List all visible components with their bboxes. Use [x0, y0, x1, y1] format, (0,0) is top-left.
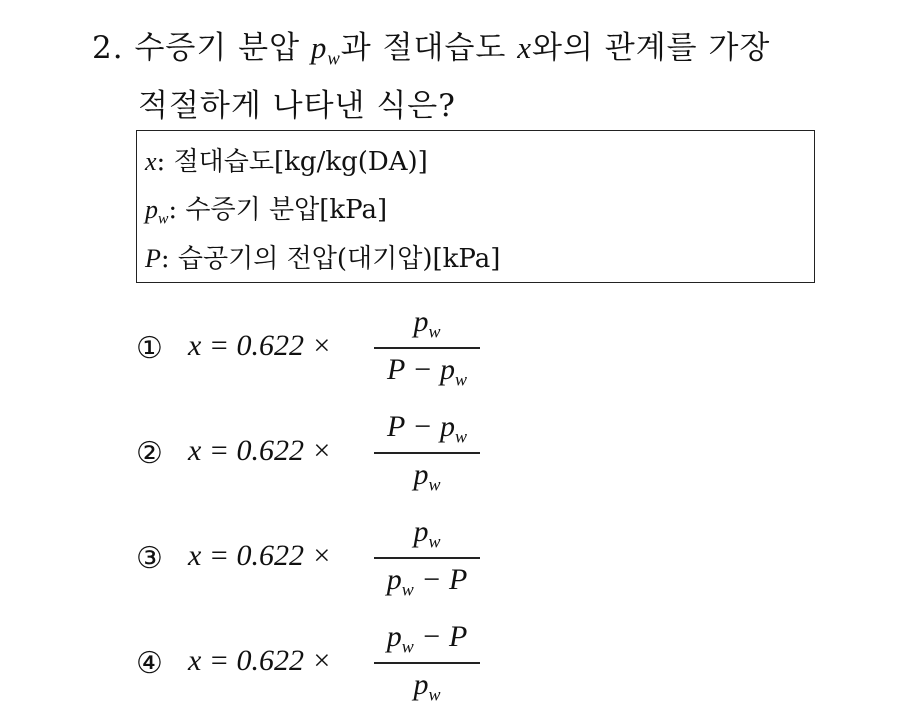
fraction-bar [374, 347, 480, 349]
numerator: $p_w$ [413, 305, 441, 342]
definition-x: x: 절대습도[kg/kg(DA)] [145, 147, 428, 177]
choice-lhs: x = 0.622 × [188, 644, 332, 677]
choice-marker: ④ [136, 646, 163, 681]
var-p: $p_w$ [310, 30, 341, 70]
choice-lhs: x = 0.622 × [188, 539, 332, 572]
fraction [374, 410, 480, 496]
denominator: $P - p_w$ [386, 353, 468, 390]
denominator: $p_w$ [413, 458, 441, 495]
definition-P: P: 습공기의 전압(대기압)[kPa] [145, 244, 501, 274]
fraction-bar [374, 452, 480, 454]
choice-marker: ② [136, 436, 163, 471]
fraction [374, 515, 480, 601]
definitions-box [136, 130, 815, 283]
question-text-c: 와의 관계를 가장 [532, 30, 771, 66]
choice-3[interactable] [136, 515, 636, 601]
denominator: $p_w - P$ [386, 563, 468, 600]
fraction-bar [374, 557, 480, 559]
choice-marker: ③ [136, 541, 163, 576]
definition-pw: $p_w$: 수증기 분압[kPa] [145, 195, 388, 228]
fraction [374, 620, 480, 706]
fraction [374, 305, 480, 391]
question-number: 2. [92, 30, 124, 66]
fraction-bar [374, 662, 480, 664]
numerator: $p_w - P$ [386, 620, 468, 657]
choice-4[interactable] [136, 620, 636, 706]
choice-1[interactable] [136, 305, 636, 391]
question-text-b: 과 절대습도 [340, 30, 507, 66]
question-line-1 [92, 22, 770, 71]
numerator: $p_w$ [413, 515, 441, 552]
choice-lhs: x = 0.622 × [188, 329, 332, 362]
choice-lhs: x = 0.622 × [188, 434, 332, 467]
choice-2[interactable] [136, 410, 636, 496]
denominator: $p_w$ [413, 668, 441, 705]
var-x: x [517, 30, 533, 65]
numerator: $P - p_w$ [386, 410, 468, 447]
question-line-2: 적절하게 나타낸 식은? [138, 88, 456, 124]
choice-marker: ① [136, 331, 163, 366]
question-text-a: 수증기 분압 [134, 30, 301, 66]
